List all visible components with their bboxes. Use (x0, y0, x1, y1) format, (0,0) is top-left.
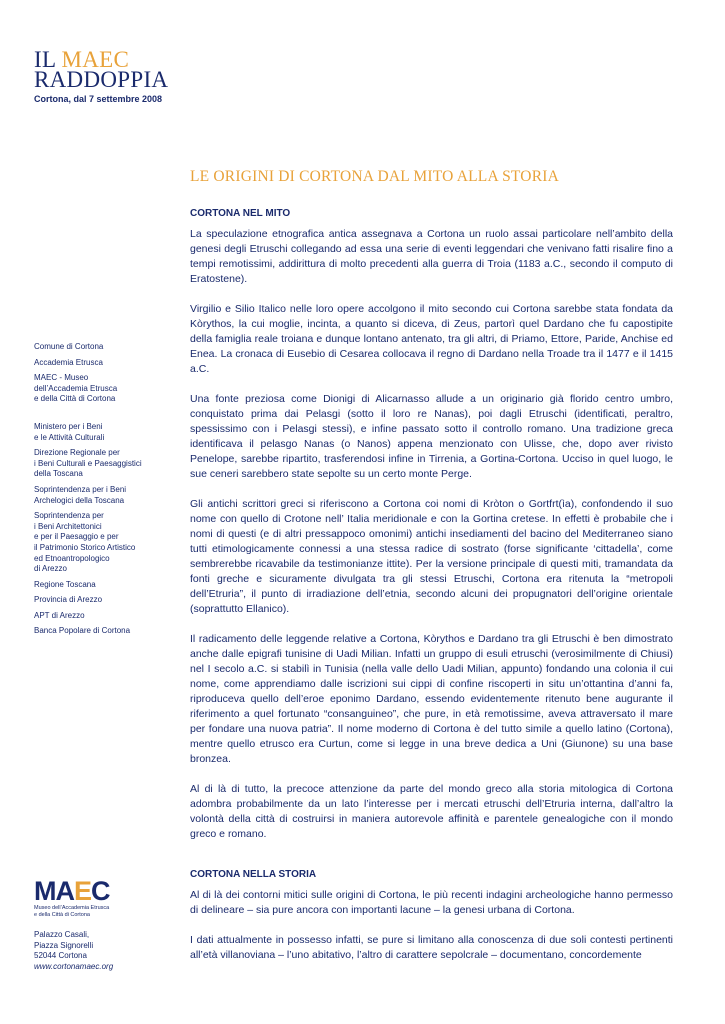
address-line: Piazza Signorelli (34, 940, 94, 950)
sidebar-gap (34, 410, 164, 422)
partner-item: Ministero per i Beni e le Attività Culturali (34, 421, 105, 442)
page-header (34, 47, 169, 104)
partner-item: Direzione Regionale per i Beni Culturali e Paesaggistici della Toscana (34, 448, 142, 479)
title-accent: MAEC (61, 47, 130, 72)
address-line: Palazzo Casali, (34, 930, 90, 939)
partner-item: Accademia Etrusca (34, 357, 103, 367)
paragraph: La speculazione etnografica antica assegnava a Cortona un ruolo assai particolare nell’ambito della genesi degli Etruschi collegando ad essa una serie di eventi leggendari che venivano fatti risalire fino a tempi remotissimi, addirittura di molto precedenti alla guerra di Troia (1183 a.C., secondo il computo di Eratostene). (190, 228, 673, 285)
logo-mark (34, 878, 124, 904)
address-line: 52044 Cortona (34, 951, 87, 961)
partner-item: Banca Popolare di Cortona (34, 626, 131, 636)
paragraph: Il radicamento delle leggende relative a Cortona, Kòrythos e Dardano tra gli Etruschi è ben dimostrato anche dalle epigrafi tunisine di Uadi Milian. Infatti un gruppo di esuli etruschi (verosimilmente di Chiusi) nel I secolo a.C. si stabilì in Tunisia (nella valle dello Uadi Milian, appunto) fondando una colonia il cui nome, come apprendiamo dalle iscrizioni sui cippi di confine riscoperti in situ un’ottantina d’anni fa, riproduceva quello dell’eroe eponimo Dardano, essendo evidentemente ritenuto bene augurante il riferimento a quel fortunato “consanguineo”, che pure, in età remotissime, aveva attraversato il mare per fondare una nuova patria”. Il nome moderno di Cortona è del tutto simile a quello latino (Cortona), mentre quello etrusco era Curtun, come si legge in una breve dedica a Uni (Giunone) su una base bronzea. (190, 633, 673, 765)
paragraph: Al di là dei contorni mitici sulle origini di Cortona, le più recenti indagini archeologiche hanno permesso di delineare – sia pure ancora con importanti lacune – la genesi urbana di Cortona. (190, 889, 673, 916)
page-title (34, 47, 169, 92)
logo-letter-e: E (74, 876, 92, 906)
logo-letter-c: C (91, 876, 110, 906)
main-content (190, 168, 673, 978)
partner-item: Provincia di Arezzo (34, 595, 103, 605)
section-storia (190, 869, 673, 963)
paragraph: Una fonte preziosa come Dionigi di Alicarnasso allude a un originario già florido centro umbro, conquistato prima dai Pelasgi (sotto il loro re Nanas), poi dagli Etruschi (identificati, peraltro, spessissimo con i Pelasgi stessi), e infine passato sotto il controllo romano. Una tradizione greca identificava il pelasgo Nanas (o Nanos) appena menzionato con Ulisse, che, dopo aver rivisto Penelope, sarebbe ripartito, trasferendosi infine in Tirrenia, a Gortina-Cortona. Ucciso in quel luogo, le sue ceneri sarebbero state sepolte su un certo monte Perge. (190, 393, 673, 480)
paragraph: Al di là di tutto, la precoce attenzione da parte del mondo greco alla storia mitologica di Cortona adombra probabilmente da un lato l’interesse per i mercati etruschi dell’Etruria interna, dall’altro la volontà della città di costruirsi in maniera autorevole affinità e parentele genealogiche con il mondo greco e romano. (190, 783, 673, 840)
partner-item: MAEC - Museo dell’Accademia Etrusca e della Città di Cortona (34, 373, 118, 404)
paragraph: Virgilio e Silio Italico nelle loro opere accolgono il mito secondo cui Cortona sarebbe stata fondata da Kòrythos, la cui moglie, incinta, a quanto si diceva, di Zeus, partorì quel Dardano che fu capostipite della famiglia reale troiana e dunque lontano antenato, tra gli altri, di Priamo, Ettore, Paride, Anchise ed Enea. La cronaca di Eusebio di Cesarea collocava il regno di Dardano nella Troade tra il 1477 e il 1415 a.C. (190, 303, 673, 375)
address-block (34, 930, 113, 972)
partner-item: Soprintendenza per i Beni Architettonici e per il Paesaggio e per il Patrimonio Storico Artistico ed Etnoantropologico di Arezzo (34, 511, 136, 574)
paragraph: I dati attualmente in possesso infatti, se pure si limitano alla conoscenza di due soli contesti pertinenti all’età villanoviana – l’uno abitativo, l’altro di carattere sepolcrale – documentano, concordemente (190, 934, 673, 961)
partner-item: Comune di Cortona (34, 342, 104, 351)
date-line: Cortona, dal 7 settembre 2008 (34, 94, 163, 104)
logo-letters-ma: MA (34, 876, 74, 906)
paragraph: Gli antichi scrittori greci si riferiscono a Cortona coi nomi di Kròton o Gortfrt(ìa), confondendo il suo nome con quello di Crotone nell’ Italia meridionale e con la Gortina cretese. In effetti è probabile che i nomi di questi (e di altri pressappoco omonimi) antichi insediamenti del bacino del Mediterraneo siano tutti etimologicamente connessi a una stessa radice di sostrato (forse significante ‘cittadella’, come sembrerebbe ricavabile da testimonianze ittite). Per la versione principale di questi miti, tramandata da fonti greche e sicuramente divulgata tra gli stessi Etruschi, Cortona era ritenuta la “metropoli dell’Etruria”, il punto di irradiazione dell’etnia, secondo alcuni dei propugnatori dell’origine orientale (soprattutto Ellanico). (190, 498, 673, 615)
title-prefix: IL (34, 47, 62, 72)
section-heading-mito: CORTONA NEL MITO (190, 208, 291, 219)
logo-subtitle: Museo dell’Accademia Etrusca e della Città di Cortona (34, 905, 110, 918)
partner-item: Regione Toscana (34, 579, 96, 589)
maec-logo (34, 878, 124, 918)
title-line-2: RADDOPPIA (34, 67, 169, 92)
partner-item: Soprintendenza per i Beni Archelogici della Toscana (34, 484, 127, 505)
article-title: LE ORIGINI DI CORTONA DAL MITO ALLA STORIA (190, 168, 559, 185)
sidebar-partners (34, 342, 164, 642)
section-heading-storia: CORTONA NELLA STORIA (190, 869, 317, 880)
partner-item: APT di Arezzo (34, 610, 85, 620)
website-link[interactable]: www.cortonamaec.org (34, 961, 114, 971)
